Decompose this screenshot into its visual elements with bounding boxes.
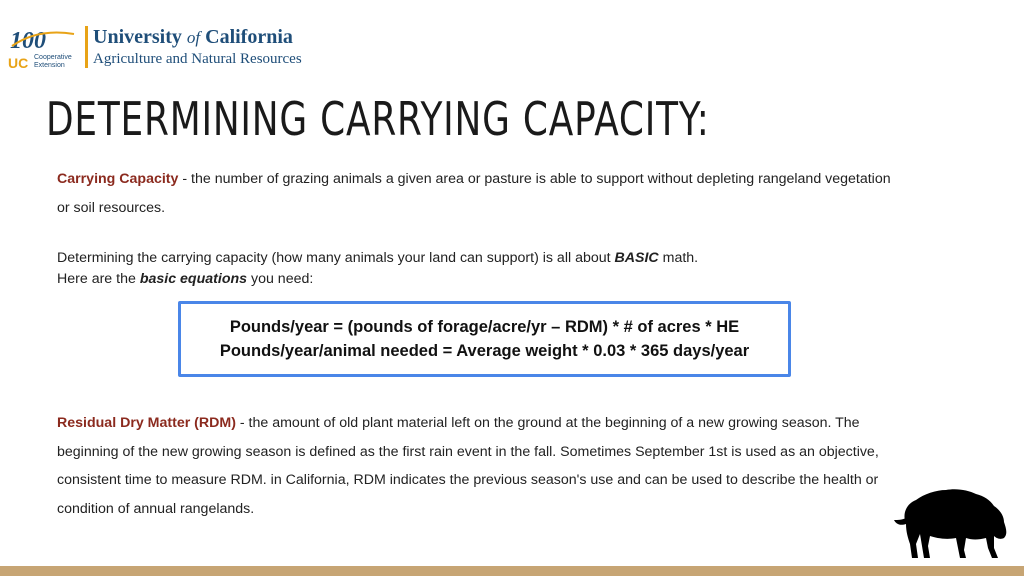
anniversary-number: 100 [10,28,46,54]
bottom-bar [0,566,1024,576]
uc-100-logo-icon [8,24,80,70]
slide-title: DETERMINING CARRYING CAPACITY: [46,92,710,146]
rdm-text: - the amount of old plant material left on the ground at the beginning of a new growing season. The beginning of the new growing season is defined as the first rain event in the fall. Sometimes September 1st is used as an objective, consistent time to measure RDM. in California, RDM indicates the previous season's use and can be used to describe the health or condition of annual rangelands. [57,415,879,517]
carrying-capacity-text: - the number of grazing animals a given area or pasture is able to support without depleting rangeland vegetation or soil resources. [57,171,891,216]
university-name: University of California [93,26,293,48]
equation-pounds-per-animal: Pounds/year/animal needed = Average weight * 0.03 * 365 days/year [219,342,750,360]
carrying-capacity-term: Carrying Capacity [57,171,179,187]
rdm-definition [57,409,912,523]
intro-paragraph: Determining the carrying capacity (how many animals your land can support) is all about BASIC math. Here are the basic equations you need: [57,250,699,287]
equations-box [178,301,791,377]
coop-line1: Cooperative [34,54,72,61]
uc-abbrev: UC [8,55,29,70]
coop-line2: Extension [34,62,65,69]
carrying-capacity-definition [57,165,907,222]
equation-pounds-per-year: Pounds/year = (pounds of forage/acre/yr – RDM) * # of acres * HE [229,318,740,336]
logo-divider [85,26,88,68]
bison-icon [892,484,1014,562]
basic-emphasis: BASIC [614,250,659,266]
basic-equations-emphasis: basic equations [139,271,248,287]
uc-anr-logo [8,24,308,74]
division-name: Agriculture and Natural Resources [93,51,302,67]
rdm-term: Residual Dry Matter (RDM) [57,415,236,431]
